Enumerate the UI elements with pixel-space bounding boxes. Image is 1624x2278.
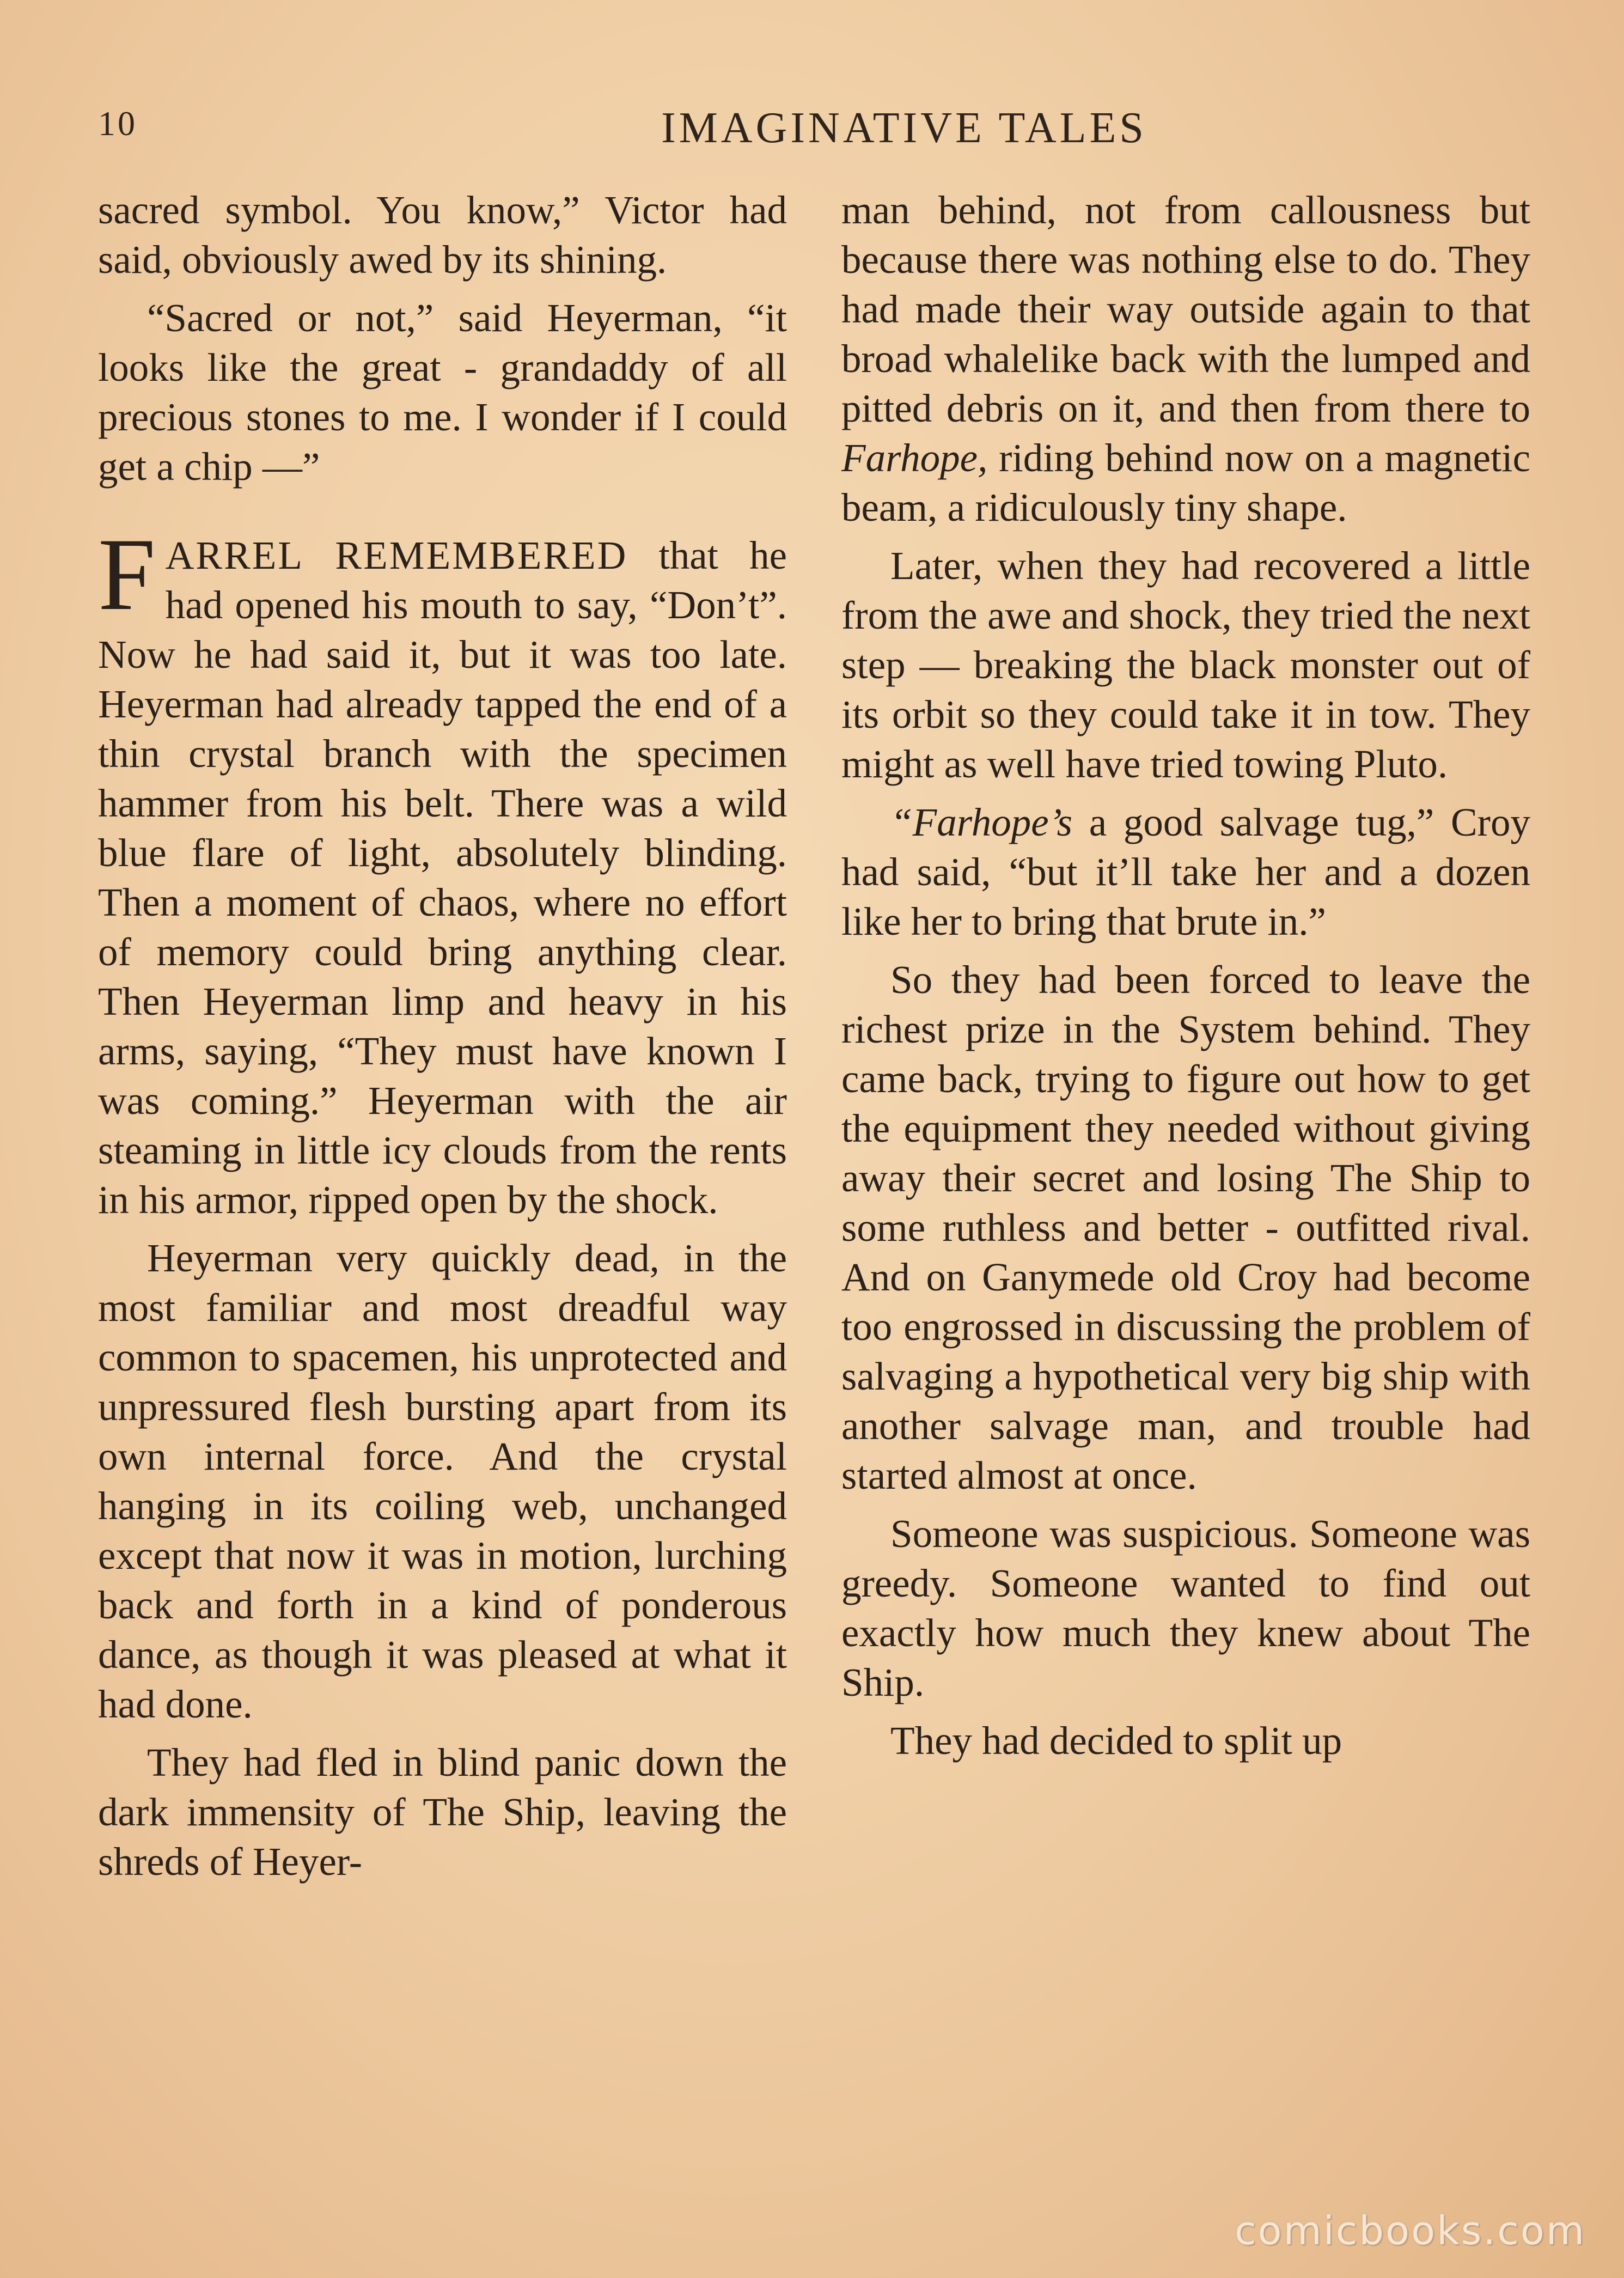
paragraph-continued [841,185,1530,532]
paragraph-continued: sacred symbol. You know,” Victor had said, obviously awed by its shining. [98,188,787,282]
running-head-title: IMAGINATIVE TALES [661,104,1147,152]
page-header [98,103,1536,163]
paragraph: So they had been forced to leave the richest prize in the System behind. They came back, trying to figure out how to get the equipment they needed without giving away their secret and losing The Ship to some ruthless and better - outfitted rival. And on Ganymede old Croy had become too engrossed in discussing the problem of salvaging a hypothetical very big ship with another salvage man, and trouble had started almost at once. [841,958,1530,1497]
paragraph-text: riding behind now on a magnetic beam, a ridiculously tiny shape. [841,436,1530,529]
paragraph: Someone was suspicious. Someone was greedy. Someone wanted to find out exactly how much they knew about The Ship. [841,1512,1530,1704]
paragraph [841,797,1530,946]
paragraph-text: that he had opened his mouth to say, “Don’t”. Now he had said it, but it was too late. Heyerman had already tapped the end of a thin crystal branch with the specimen hammer from his belt. There was a wild blue flare of light, absolutely blinding. Then a moment of chaos, where no effort of memory could bring anything clear. Then Heyerman limp and heavy in his arms, saying, “They must have known I was coming.” Heyerman with the air steaming in little icy clouds from the rents in his armor, ripped open by the shock. [98,533,787,1222]
drop-cap-letter: F [98,517,156,632]
paragraph: They had decided to split up [890,1719,1342,1763]
paragraph: Later, when they had recovered a little from the awe and shock, they tried the next step — breaking the black monster out of its orbit so they could take it in tow. They might as well have tried towing Pluto. [841,544,1530,786]
paragraph-text: man behind, not from callousness but because there was nothing else to do. They had made their way outside again to that broad whalelike back with the lumped and pitted debris on it, and then from there to [841,188,1530,430]
section-lead-in: ARREL REMEMBERED [165,533,628,577]
page-number: 10 [98,104,137,143]
paragraph: Heyerman very quickly dead, in the most familiar and most dreadful way common to spacemen, his unprotected and unpressured flesh bursting apart from its own internal force. And the crystal hanging in its coiling web, unchanged except that now it was in motion, lurching back and forth in a kind of ponderous dance, as though it was pleased at what it had done. [98,1236,787,1726]
watermark-text: comicbooks.com [1234,2208,1586,2253]
paragraph: “Sacred or not,” said Heyerman, “it looks like the great - grandaddy of all precious stones to me. I wonder if I could get a chip —” [98,296,787,489]
section-start-paragraph [98,517,787,1225]
ship-name-italic: “Farhope’s [890,800,1072,844]
left-column [98,185,787,1895]
paragraph: They had fled in blind panic down the dark immensity of The Ship, leaving the shreds of Heyer- [98,1740,787,1884]
right-column [841,185,1530,1774]
ship-name-italic: Farhope, [841,436,988,480]
paragraph-text: a good salvage tug,” Croy had said, “but it’ll take her and a dozen like her to bring that brute in.” [841,800,1530,943]
